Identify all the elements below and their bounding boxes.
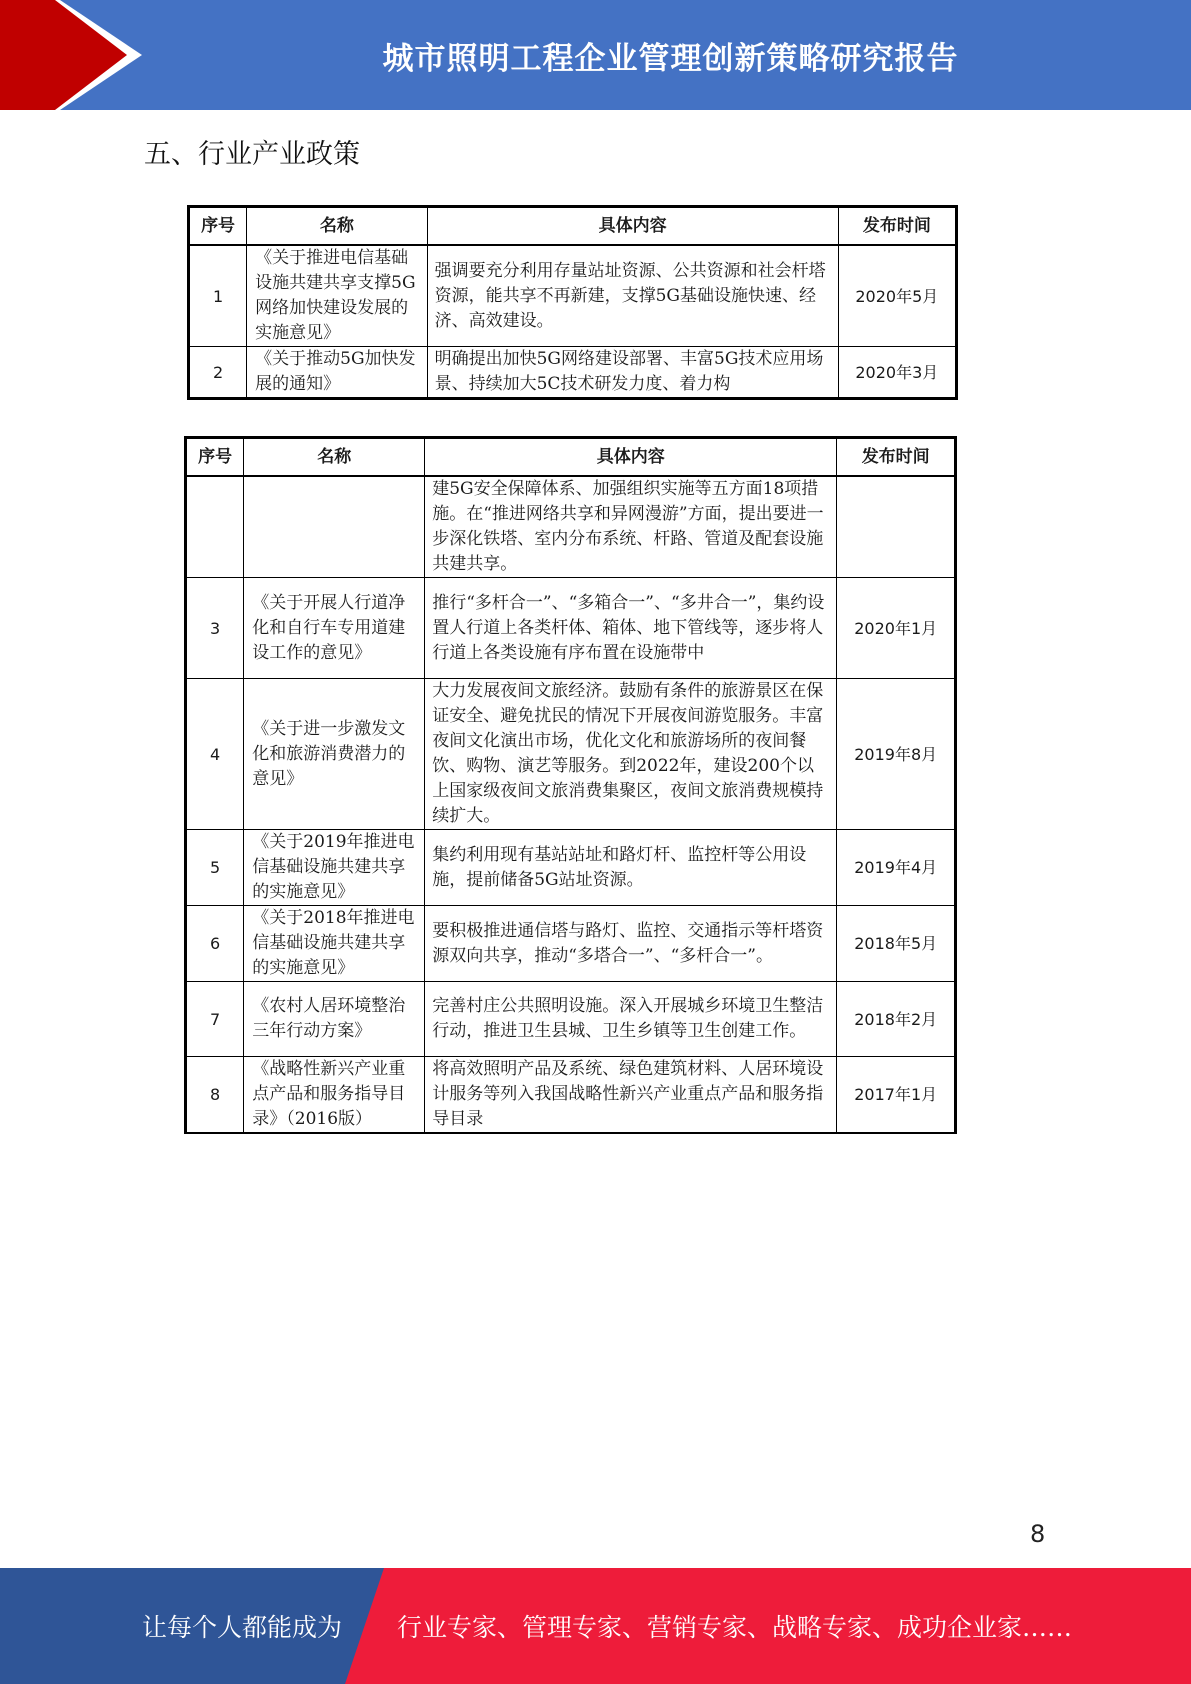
row-no: 1 [189, 245, 247, 347]
row-date: 2018年5月 [837, 906, 956, 982]
policy-table-part-1 [187, 205, 958, 400]
row-no: 2 [189, 347, 247, 399]
header-name: 名称 [247, 207, 427, 246]
row-date: 2020年3月 [838, 347, 956, 399]
row-content-text: 明确提出加快5G网络建设部署、丰富5G技术应用场景、持续加大5C技术研发力度、着力构 [434, 349, 824, 394]
row-name: 《关于开展人行道净化和自行车专用道建设工作的意见》 [244, 578, 425, 679]
row-name: 《战略性新兴产业重点产品和服务指导目录》（2016版） [244, 1057, 425, 1134]
row-name: 《关于2019年推进电信基础设施共建共享的实施意见》 [244, 830, 425, 906]
row-name: 《关于2018年推进电信基础设施共建共享的实施意见》 [244, 906, 425, 982]
table-row [189, 347, 957, 399]
row-name [244, 476, 425, 578]
table-row [186, 830, 956, 906]
row-name: 《关于推动5G加快发展的通知》 [247, 347, 427, 399]
row-content: 推行“多杆合一”、“多箱合一”、“多井合一”，集约设置人行道上各类杆体、箱体、地下管线等，逐步将人行道上各类设施有序布置在设施带中 [425, 578, 837, 679]
header-content: 具体内容 [427, 207, 838, 246]
table-row [189, 245, 957, 347]
header-date: 发布时间 [838, 207, 956, 246]
row-name: 《农村人居环境整治三年行动方案》 [244, 982, 425, 1057]
row-date: 2020年5月 [838, 245, 956, 347]
row-no: 8 [186, 1057, 244, 1134]
header-name: 名称 [244, 438, 425, 477]
row-content [427, 347, 838, 399]
footer-slogan-right: 行业专家、管理专家、营销专家、战略专家、成功企业家…… [397, 1613, 1073, 1642]
row-content: 建5G安全保障体系、加强组织实施等五方面18项措施。在“推进网络共享和异网漫游”方面，提出要进一步深化铁塔、室内分布系统、杆路、管道及配套设施共建共享。 [425, 476, 837, 578]
row-no: 5 [186, 830, 244, 906]
table-row [186, 1057, 956, 1134]
row-date: 2017年1月 [837, 1057, 956, 1134]
section-title: 五、行业产业政策 [144, 139, 360, 170]
header-no: 序号 [189, 207, 247, 246]
table-header-row [189, 207, 957, 246]
row-content: 要积极推进通信塔与路灯、监控、交通指示等杆塔资源双向共享，推动“多塔合一”、“多杆合一”。 [425, 906, 837, 982]
table-row [186, 906, 956, 982]
row-content: 大力发展夜间文旅经济。鼓励有条件的旅游景区在保证安全、避免扰民的情况下开展夜间游览服务。丰富夜间文化演出市场，优化文化和旅游场所的夜间餐饮、购物、演艺等服务。到2022年，建设200个以上国家级夜间文旅消费集聚区，夜间文旅消费规模持续扩大。 [425, 679, 837, 830]
page-number: 8 [1030, 1520, 1046, 1548]
row-content: 完善村庄公共照明设施。深入开展城乡环境卫生整洁行动，推进卫生县城、卫生乡镇等卫生创建工作。 [425, 982, 837, 1057]
header-banner [0, 0, 1191, 110]
report-title: 城市照明工程企业管理创新策略研究报告 [382, 40, 959, 77]
header-date: 发布时间 [837, 438, 956, 477]
row-no: 3 [186, 578, 244, 679]
row-no [186, 476, 244, 578]
row-no: 6 [186, 906, 244, 982]
header-content: 具体内容 [425, 438, 837, 477]
table-row [186, 982, 956, 1057]
table-row [186, 679, 956, 830]
row-content: 强调要充分利用存量站址资源、公共资源和社会杆塔资源，能共享不再新建，支撑5G基础设施快速、经济、高效建设。 [427, 245, 838, 347]
table-header-row [186, 438, 956, 477]
table-row [186, 476, 956, 578]
header-no: 序号 [186, 438, 244, 477]
policy-table-part-2 [184, 436, 957, 1134]
row-name: 《关于进一步激发文化和旅游消费潜力的意见》 [244, 679, 425, 830]
footer-banner [0, 1568, 1191, 1684]
row-date [837, 476, 956, 578]
row-date: 2019年8月 [837, 679, 956, 830]
row-no: 7 [186, 982, 244, 1057]
row-date: 2020年1月 [837, 578, 956, 679]
header-red-arrow-icon [0, 0, 160, 110]
footer-slogan-left: 让每个人都能成为 [142, 1613, 343, 1642]
row-content: 将高效照明产品及系统、绿色建筑材料、人居环境设计服务等列入我国战略性新兴产业重点产品和服务指导目录 [425, 1057, 837, 1134]
table-row [186, 578, 956, 679]
row-date: 2018年2月 [837, 982, 956, 1057]
row-date: 2019年4月 [837, 830, 956, 906]
row-name: 《关于推进电信基础设施共建共享支撑5G网络加快建设发展的实施意见》 [247, 245, 427, 347]
row-no: 4 [186, 679, 244, 830]
row-content: 集约利用现有基站站址和路灯杆、监控杆等公用设施，提前储备5G站址资源。 [425, 830, 837, 906]
